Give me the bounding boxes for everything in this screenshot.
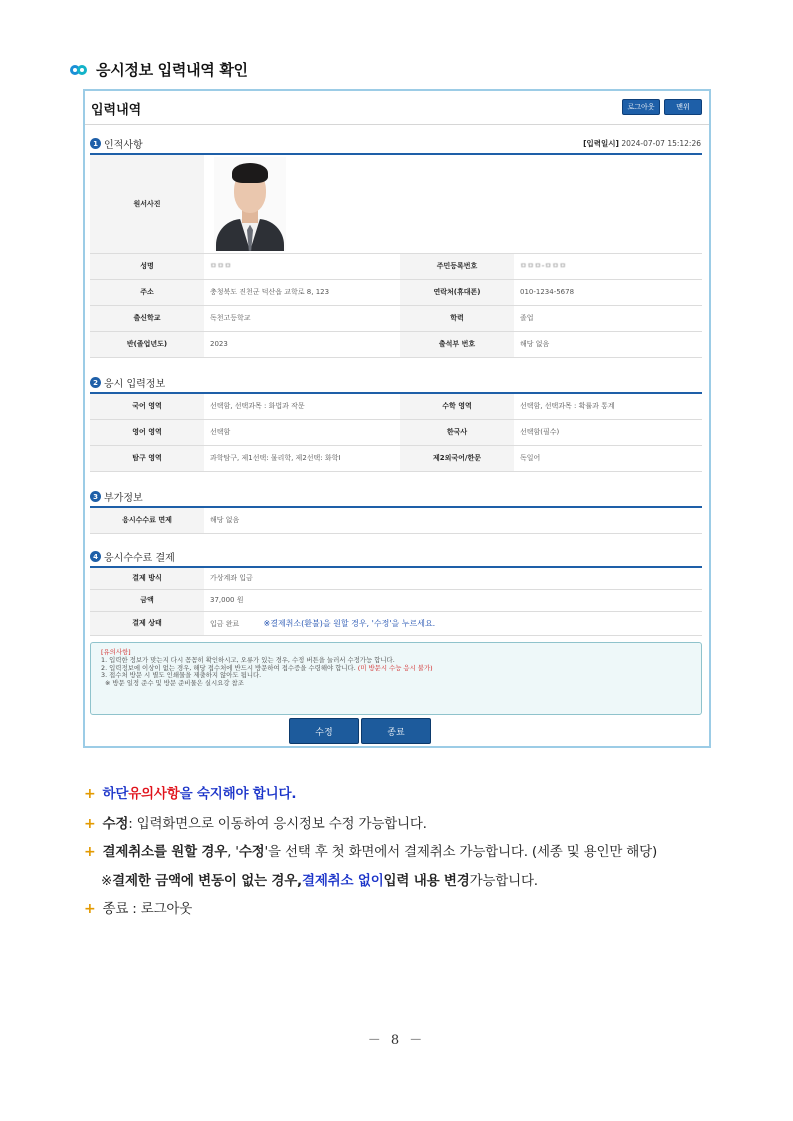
table-row <box>90 445 702 471</box>
personal-info-table <box>90 153 702 358</box>
photo-label: 원서사진 <box>90 154 204 253</box>
notice-line-text: 2. 입력정보에 이상이 없는 경우, 해당 접수처에 반드시 방문하여 접수증을 수령해야 합니다. <box>101 663 356 672</box>
payment-table <box>90 566 702 636</box>
instruction-keyword: 입력 내용 변경 <box>383 873 470 889</box>
amount-label: 금액 <box>90 589 204 611</box>
table-row <box>90 253 702 279</box>
korean-label: 국어 영역 <box>90 393 204 419</box>
submit-timestamp <box>583 138 701 149</box>
status-value: 입금 완료 <box>210 619 240 628</box>
rrn-value: ㅁㅁㅁ-ㅁㅁㅁ <box>514 253 702 279</box>
end-button[interactable]: 종료 <box>361 718 431 744</box>
section-number-badge: 4 <box>90 551 101 562</box>
instruction-text: : 입력화면으로 이동하여 응시정보 수정 가능합니다. <box>128 816 427 832</box>
notice-box <box>90 642 702 715</box>
plus-icon: + <box>84 844 96 860</box>
cancel-note: ※결제취소(환불)을 원할 경우, '수정'을 누르세요. <box>263 618 436 628</box>
education-label: 학력 <box>400 305 514 331</box>
plus-icon: + <box>84 901 96 917</box>
foreign-value: 독일어 <box>514 445 702 471</box>
instruction-item <box>84 897 192 917</box>
school-label: 출신학교 <box>90 305 204 331</box>
table-row <box>90 507 702 533</box>
section-number-badge: 1 <box>90 138 101 149</box>
top-button[interactable]: 맨위 <box>664 99 702 115</box>
section-payment-title <box>90 549 175 564</box>
loop-icon <box>70 64 88 76</box>
section-heading-text: 응시정보 입력내역 확인 <box>96 61 248 79</box>
instruction-keyword: 결제취소를 원할 경우 <box>102 844 228 860</box>
notice-title: [유의사항] <box>101 648 131 656</box>
history-value: 선택함(필수) <box>514 419 702 445</box>
section-extra-title <box>90 489 143 504</box>
instruction-keyword: 수정 <box>238 844 265 860</box>
section-number-badge: 3 <box>90 491 101 502</box>
table-row <box>90 589 702 611</box>
plus-icon: + <box>84 786 96 802</box>
address-label: 주소 <box>90 279 204 305</box>
page-number: － 8 － <box>367 1033 426 1048</box>
status-label: 결제 상태 <box>90 611 204 635</box>
rrn-label: 주민등록번호 <box>400 253 514 279</box>
school-value: 독천고등학교 <box>204 305 400 331</box>
education-value: 졸업 <box>514 305 702 331</box>
inquiry-value: 과학탐구, 제1선택: 물리학, 제2선택: 화학I <box>204 445 400 471</box>
instruction-item <box>101 869 538 889</box>
plus-icon: + <box>84 816 96 832</box>
notice-line: 3. 접수처 방문 시 별도 인쇄물을 제출하지 않아도 됩니다. <box>101 671 262 680</box>
method-label: 결제 방식 <box>90 567 204 589</box>
english-value: 선택함 <box>204 419 400 445</box>
name-label: 성명 <box>90 253 204 279</box>
section-heading <box>70 59 248 80</box>
notice-line: ※ 방문 일정 준수 및 방문 준비물은 실시요강 참조 <box>105 679 244 688</box>
instruction-highlight: 결제취소 없이 <box>302 873 384 889</box>
logout-button[interactable]: 로그아웃 <box>622 99 660 115</box>
section-title-text: 응시 입력정보 <box>104 379 166 390</box>
table-row <box>90 305 702 331</box>
record-label: 출석부 번호 <box>400 331 514 357</box>
table-row <box>90 154 702 253</box>
table-row <box>90 393 702 419</box>
section-title-text: 부가정보 <box>104 493 143 504</box>
amount-value: 37,000 원 <box>204 589 702 611</box>
table-row <box>90 331 702 357</box>
instruction-item <box>84 840 657 860</box>
table-row <box>90 611 702 635</box>
instruction-text: ※ <box>101 873 113 889</box>
instruction-text: 종료 : 로그아웃 <box>102 901 193 917</box>
year-label: 반(졸업년도) <box>90 331 204 357</box>
name-value: ㅁㅁㅁ <box>204 253 400 279</box>
applicant-photo <box>214 157 286 251</box>
method-value: 가상계좌 입금 <box>204 567 702 589</box>
instruction-text: 하단 <box>102 786 129 802</box>
exam-info-table <box>90 392 702 472</box>
math-value: 선택함, 선택과목 : 확률과 통계 <box>514 393 702 419</box>
edit-button[interactable]: 수정 <box>289 718 359 744</box>
frame-title: 입력내역 <box>91 103 142 118</box>
table-row <box>90 419 702 445</box>
instruction-item <box>84 812 427 832</box>
english-label: 영어 영역 <box>90 419 204 445</box>
address-value: 충청북도 진천군 덕산읍 교학로 8, 123 <box>204 279 400 305</box>
instruction-highlight: 유의사항 <box>128 786 180 802</box>
timestamp-label: [입력일시] <box>583 139 619 148</box>
notice-line-warning: (미 방문시 수능 응시 불가) <box>357 663 433 672</box>
instruction-keyword: 결제한 금액에 변동이 없는 경우, <box>112 873 302 889</box>
status-cell <box>204 611 702 635</box>
section-exam-title <box>90 375 165 390</box>
instruction-text: 을 숙지해야 합니다. <box>179 786 297 802</box>
history-label: 한국사 <box>400 419 514 445</box>
foreign-label: 제2외국어/한문 <box>400 445 514 471</box>
instruction-text: '을 선택 후 첫 화면에서 결제취소 가능합니다. (세종 및 용인만 해당) <box>264 844 658 860</box>
section-title-text: 인적사항 <box>104 140 143 151</box>
math-label: 수학 영역 <box>400 393 514 419</box>
table-row <box>90 567 702 589</box>
table-row <box>90 279 702 305</box>
instruction-keyword: 수정 <box>102 816 129 832</box>
instruction-text: 가능합니다. <box>469 873 538 889</box>
fee-exempt-value: 해당 없음 <box>204 507 702 533</box>
timestamp-value: 2024-07-07 15:12:26 <box>621 139 701 148</box>
screenshot-frame <box>83 89 711 748</box>
inquiry-label: 탐구 영역 <box>90 445 204 471</box>
instruction-item <box>84 782 296 802</box>
section-personal-title <box>90 136 143 151</box>
korean-value: 선택함, 선택과목 : 화법과 작문 <box>204 393 400 419</box>
record-value: 해당 없음 <box>514 331 702 357</box>
extra-info-table <box>90 506 702 534</box>
fee-exempt-label: 응시수수료 면제 <box>90 507 204 533</box>
phone-value: 010-1234-5678 <box>514 279 702 305</box>
year-value: 2023 <box>204 331 400 357</box>
instruction-text: , ' <box>227 844 239 860</box>
section-title-text: 응시수수료 결제 <box>104 553 175 564</box>
notice-line: 1. 입력한 정보가 맞는지 다시 꼼꼼히 확인하시고, 오류가 있는 경우, 수정 버튼을 눌러서 수정가능 합니다. <box>101 655 395 664</box>
section-number-badge: 2 <box>90 377 101 388</box>
photo-cell <box>204 154 702 253</box>
phone-label: 연락처(휴대폰) <box>400 279 514 305</box>
frame-header <box>85 91 709 125</box>
